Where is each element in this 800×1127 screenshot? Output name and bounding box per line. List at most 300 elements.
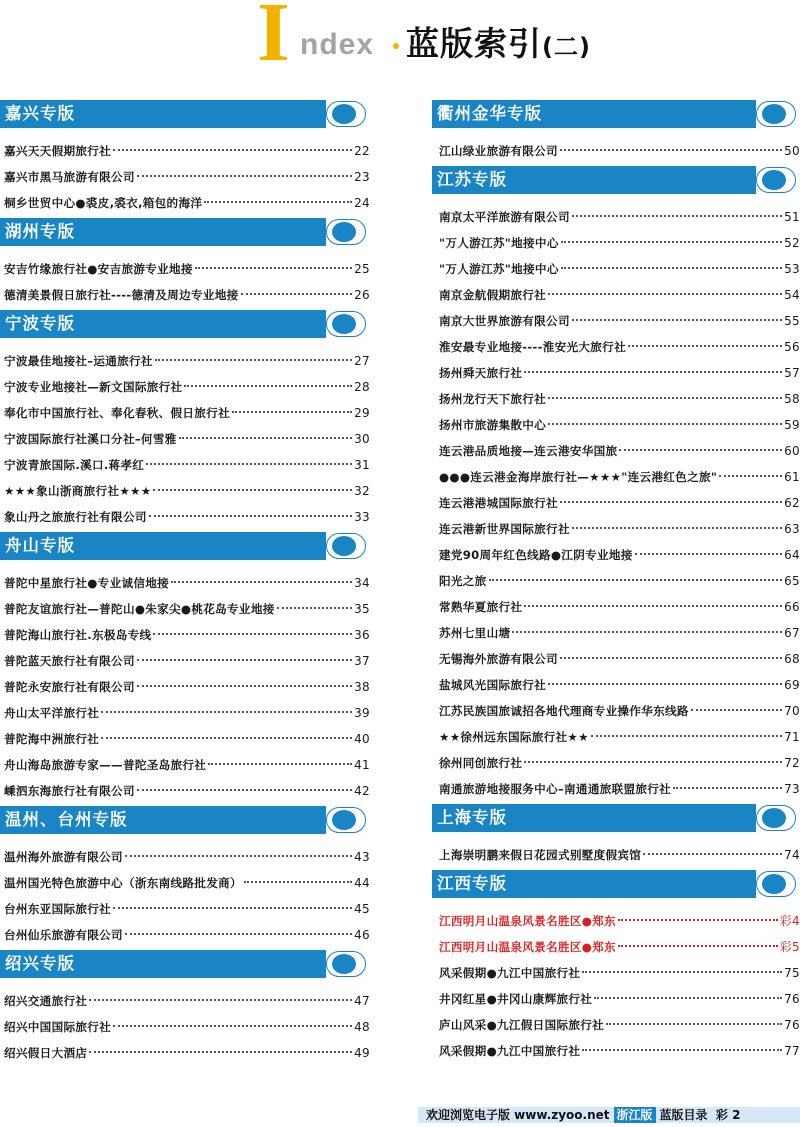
entry-name: 无锡海外旅游有限公司 [439,652,558,666]
dot-leader [719,473,782,477]
index-entry[interactable] [0,674,370,700]
index-entry[interactable] [0,426,370,452]
entry-page-number: 26 [354,288,370,302]
section-cap [326,806,370,834]
entry-name: ★★徐州远东国际旅行社★★ [439,730,589,744]
dot-leader [101,735,352,739]
footer-page-number: 彩 2 [715,1108,741,1122]
ring-icon [326,533,366,559]
entry-page-number: 67 [784,626,800,640]
entry-page-number: 74 [784,848,800,862]
entry-page-number: 46 [354,928,370,942]
index-entry[interactable] [432,360,800,386]
section-title: 湖州专版 [5,222,75,241]
index-entry[interactable] [432,646,800,672]
dot-leader [560,655,782,659]
entry-page-number: 44 [354,876,370,890]
entry-page-number: 38 [354,680,370,694]
index-entry[interactable] [432,542,800,568]
entry-page-number: 彩4 [779,914,800,928]
entry-name: 普陀永安旅行社有限公司 [4,680,135,694]
index-entry[interactable] [432,672,800,698]
section-cap [756,804,800,832]
index-entry[interactable] [0,778,370,804]
entry-name: 常熟华夏旅行社 [439,600,523,614]
section-cap [326,532,370,560]
entry-name: ★★★象山浙商旅行社★★★ [4,484,152,498]
footer-welcome-link[interactable]: 欢迎浏览电子版 www.zyoo.net [426,1108,610,1122]
entry-page-number: 75 [784,966,800,980]
section-title: 江苏专版 [437,170,507,189]
entry-name: 宁波青旅国际.溪口.蒋孝红 [4,458,145,472]
dot-leader [101,709,352,713]
dot-leader [591,733,782,737]
index-entry[interactable] [432,230,800,256]
entry-page-number: 62 [784,496,800,510]
blue-ball-icon [332,810,356,830]
dot-leader [618,943,778,947]
entry-page-number: 30 [354,432,370,446]
entry-name: 江苏民族国旅诚招各地代理商专业操作华东线路 [439,704,689,718]
dot-leader [560,147,782,151]
section-header [432,100,800,128]
section-title: 上海专版 [437,808,507,827]
dot-leader [195,265,352,269]
entry-name: 嘉兴天天假期旅行社 [4,144,112,158]
entry-page-number: 70 [784,704,800,718]
dot-leader [643,851,782,855]
ring-icon [756,871,796,897]
entry-name: 嘉兴市黑马旅游有限公司 [4,170,135,184]
index-entry[interactable] [432,908,800,934]
entry-page-number: 69 [784,678,800,692]
index-entry[interactable] [0,282,370,308]
entry-page-number: 63 [784,522,800,536]
dot-leader [512,629,782,633]
entry-page-number: 彩5 [779,940,800,954]
dot-leader [232,409,352,413]
entry-name: 南通旅游地接服务中心–南通通旅联盟旅行社 [439,782,672,796]
dot-leader [618,917,778,921]
entry-page-number: 53 [784,262,800,276]
right-column [432,100,800,1066]
entry-name: 德清美景假日旅行社----德清及周边专业地接 [4,288,239,302]
entry-name: 庐山风采●九江假日国际旅行社 [439,1018,605,1032]
entry-page-number: 29 [354,406,370,420]
entry-name: ●●●连云港金海岸旅行社—★★★"连云港红色之旅" [439,470,718,484]
ring-icon [326,219,366,245]
entry-page-number: 51 [784,210,800,224]
entry-page-number: 73 [784,782,800,796]
section-cap [756,100,800,128]
index-entry[interactable] [432,594,800,620]
entry-page-number: 49 [354,1046,370,1060]
section-header [0,100,370,128]
section-cap [326,100,370,128]
index-entry[interactable] [0,752,370,778]
section-header [432,804,800,832]
entry-name: 江西明月山温泉风景名胜区●郑东 [439,914,616,928]
dot-leader [184,383,352,387]
ring-icon [326,951,366,977]
blue-ball-icon [762,808,786,828]
entry-page-number: 52 [784,236,800,250]
blue-ball-icon [332,954,356,974]
entry-page-number: 33 [354,510,370,524]
dot-leader [244,879,352,883]
section-title: 温州、台州专版 [5,810,128,829]
entry-name: 苏州七里山塘 [439,626,511,640]
entry-name: 宁波最佳地接社–运通旅行社 [4,354,153,368]
entry-page-number: 58 [784,392,800,406]
entry-page-number: 57 [784,366,800,380]
index-entry[interactable] [432,138,800,164]
entry-page-number: 54 [784,288,800,302]
ring-icon [326,311,366,337]
page-header [0,0,800,86]
index-entry[interactable] [0,870,370,896]
section-title: 江西专版 [437,874,507,893]
entry-name: 风采假期●九江中国旅行社 [439,1044,581,1058]
entry-page-number: 37 [354,654,370,668]
section-header [0,950,370,978]
entry-page-number: 47 [354,994,370,1008]
blue-ball-icon [762,104,786,124]
entry-name: 南京太平洋旅游有限公司 [439,210,570,224]
entry-list [0,128,370,218]
entry-name: 绍兴中国国际旅行社 [4,1020,112,1034]
entry-page-number: 31 [354,458,370,472]
dot-leader [137,683,352,687]
entry-list [432,832,800,870]
dot-leader [125,853,352,857]
section-cap [326,218,370,246]
dot-leader [277,605,353,609]
entry-name: 徐州同创旅行社 [439,756,523,770]
dot-leader [582,1047,782,1051]
entry-list [432,898,800,1066]
entry-page-number: 76 [784,1018,800,1032]
ring-icon [326,807,366,833]
entry-list [432,128,800,166]
entry-name: 宁波国际旅行社溪口分社–何雪雅 [4,432,177,446]
page-title-main: 蓝版索引 [406,24,542,63]
index-entry[interactable] [0,452,370,478]
dot-leader [548,421,782,425]
section-cap [756,870,800,898]
index-entry[interactable] [0,374,370,400]
index-entry[interactable] [432,620,800,646]
dot-leader [171,579,352,583]
entry-name: 安吉竹缘旅行社●安吉旅游专业地接 [4,262,193,276]
entry-name: 舟山太平洋旅行社 [4,706,100,720]
dot-leader [113,905,352,909]
entry-page-number: 65 [784,574,800,588]
entry-page-number: 28 [354,380,370,394]
entry-page-number: 39 [354,706,370,720]
index-entry[interactable] [432,750,800,776]
section-header [0,310,370,338]
section-cap [326,310,370,338]
section-cap [326,950,370,978]
index-entry[interactable] [432,1038,800,1064]
entry-page-number: 41 [354,758,370,772]
entry-page-number: 76 [784,992,800,1006]
entry-page-number: 34 [354,576,370,590]
dot-leader [560,499,782,503]
dot-leader [594,995,782,999]
entry-name: "万人游江苏"地接中心 [439,262,559,276]
index-entry[interactable] [432,698,800,724]
index-entry[interactable] [0,348,370,374]
index-entry[interactable] [432,386,800,412]
ring-icon [756,805,796,831]
dot-leader [572,213,782,217]
entry-page-number: 71 [784,730,800,744]
section-title: 舟山专版 [5,536,75,555]
entry-name: "万人游江苏"地接中心 [439,236,559,250]
entry-name: 风采假期●九江中国旅行社 [439,966,581,980]
entry-list [0,338,370,532]
dot-leader [137,657,352,661]
index-entry[interactable] [432,256,800,282]
index-entry[interactable] [432,464,800,490]
index-entry[interactable] [0,700,370,726]
dot-leader [179,435,353,439]
index-entry[interactable] [0,596,370,622]
entry-name: 绍兴交通旅行社 [4,994,88,1008]
index-entry[interactable] [432,490,800,516]
section-header [432,870,800,898]
entry-name: 南京金航假期旅行社 [439,288,547,302]
entry-name: 建党90周年红色线路●江阴专业地接 [439,548,633,562]
entry-page-number: 77 [784,1044,800,1058]
index-entry[interactable] [432,204,800,230]
dot-leader [619,447,782,451]
entry-name: 淮安最专业地接----淮安光大旅行社 [439,340,626,354]
dot-leader [489,577,783,581]
entry-page-number: 68 [784,652,800,666]
entry-name: 绍兴假日大酒店 [4,1046,88,1060]
entry-name: 宁波专业地接社—新文国际旅行社 [4,380,183,394]
entry-name: 温州海外旅游有限公司 [4,850,123,864]
index-entry[interactable] [432,334,800,360]
dot-leader [208,761,352,765]
index-entry[interactable] [0,400,370,426]
index-entry[interactable] [432,568,800,594]
index-entry[interactable] [432,776,800,802]
blue-ball-icon [332,104,356,124]
dot-leader [89,1049,352,1053]
index-entry[interactable] [432,282,800,308]
index-entry[interactable] [0,648,370,674]
index-entry[interactable] [432,516,800,542]
index-entry[interactable] [0,570,370,596]
index-entry[interactable] [0,622,370,648]
entry-page-number: 61 [784,470,800,484]
dot-leader [691,707,782,711]
entry-name: 上海崇明鹏来假日花园式别墅度假宾馆 [439,848,642,862]
entry-name: 奉化市中国旅行社、奉化春秋、假日旅行社 [4,406,230,420]
entry-list [432,194,800,804]
entry-name: 桐乡世贸中心●裘皮,裘衣,箱包的海洋 [4,196,203,210]
entry-name: 江西明月山温泉风景名胜区●郑东 [439,940,616,954]
dot-leader [153,631,352,635]
entry-page-number: 32 [354,484,370,498]
entry-page-number: 45 [354,902,370,916]
index-entry[interactable] [0,256,370,282]
entry-name: 台州仙乐旅游有限公司 [4,928,123,942]
index-entry[interactable] [432,438,800,464]
index-entry[interactable] [0,164,370,190]
index-entry[interactable] [0,138,370,164]
entry-page-number: 48 [354,1020,370,1034]
index-entry[interactable] [432,1012,800,1038]
section-cap [756,166,800,194]
entry-name: 普陀海山旅行社.东极岛专线 [4,628,152,642]
entry-page-number: 25 [354,262,370,276]
footer-section-label: 蓝版目录 [659,1108,708,1122]
index-entry[interactable] [0,1040,370,1066]
blue-ball-icon [762,874,786,894]
entry-name: 普陀海中洲旅行社 [4,732,100,746]
entry-name: 象山丹之旅旅行社有限公司 [4,510,147,524]
index-entry[interactable] [0,504,370,530]
dot-leader [548,291,782,295]
section-title: 宁波专版 [5,314,75,333]
entry-name: 普陀中星旅行社●专业诚信地接 [4,576,170,590]
entry-list [0,834,370,950]
dot-leader [146,461,352,465]
entry-page-number: 55 [784,314,800,328]
dot-leader [628,343,782,347]
index-entry[interactable] [432,308,800,334]
blue-ball-icon [332,314,356,334]
dot-leader [582,969,782,973]
entry-page-number: 64 [784,548,800,562]
index-entry[interactable] [0,896,370,922]
entry-name: 江山绿业旅游有限公司 [439,144,558,158]
section-header [0,806,370,834]
entry-name: 阳光之旅 [439,574,487,588]
entry-list [0,560,370,806]
entry-name: 扬州龙行天下旅行社 [439,392,547,406]
entry-page-number: 43 [354,850,370,864]
dot-leader [548,681,782,685]
entry-page-number: 22 [354,144,370,158]
entry-list [0,978,370,1068]
section-title: 绍兴专版 [5,954,75,973]
dot-leader [635,551,782,555]
entry-name: 连云港品质地接—连云港安华国旅 [439,444,618,458]
entry-page-number: 40 [354,732,370,746]
entry-list [0,246,370,310]
entry-name: 台州东亚国际旅行社 [4,902,112,916]
entry-page-number: 24 [354,196,370,210]
entry-name: 扬州舜天旅行社 [439,366,523,380]
entry-page-number: 66 [784,600,800,614]
dot-leader [606,1021,782,1025]
dot-leader [561,265,782,269]
index-entry[interactable] [432,724,800,750]
ring-icon [326,101,366,127]
entry-page-number: 59 [784,418,800,432]
index-entry[interactable] [0,844,370,870]
section-header [0,532,370,560]
dot-leader [89,997,352,1001]
index-word: ndex [300,28,375,61]
index-entry[interactable] [432,934,800,960]
dot-leader [125,931,352,935]
index-entry[interactable] [432,412,800,438]
dot-leader [572,317,782,321]
dot-leader [137,173,352,177]
dot-leader [149,513,352,517]
dot-leader [113,147,352,151]
entry-page-number: 56 [784,340,800,354]
page-title-suffix: (二) [542,33,591,61]
dot-leader [155,357,352,361]
dot-leader [548,395,782,399]
footer-text [426,1107,740,1123]
entry-page-number: 42 [354,784,370,798]
dot-leader [241,291,353,295]
left-column [0,100,370,1068]
entry-name: 温州国光特色旅游中心（浙东南线路批发商） [4,876,242,890]
page-footer [418,1107,800,1127]
index-entry[interactable] [0,190,370,216]
section-header [0,218,370,246]
index-entry[interactable] [432,960,800,986]
dot-leader [561,239,782,243]
yellow-dot-icon [393,43,399,49]
entry-name: 井冈红星●井冈山康辉旅行社 [439,992,593,1006]
entry-name: 普陀友谊旅行社—普陀山●朱家尖●桃花岛专业地接 [4,602,275,616]
blue-ball-icon [332,222,356,242]
index-entry[interactable] [432,986,800,1012]
entry-page-number: 60 [784,444,800,458]
blue-ball-icon [762,170,786,190]
section-title: 嘉兴专版 [5,104,75,123]
entry-name: 舟山海岛旅游专家——普陀圣岛旅行社 [4,758,207,772]
index-entry[interactable] [0,1014,370,1040]
entry-page-number: 23 [354,170,370,184]
entry-page-number: 50 [784,144,800,158]
index-entry[interactable] [0,988,370,1014]
index-entry[interactable] [0,922,370,948]
entry-page-number: 35 [354,602,370,616]
entry-name: 连云港港城国际旅行社 [439,496,558,510]
entry-name: 嵊泗东海旅行社有限公司 [4,784,135,798]
blue-ball-icon [332,536,356,556]
index-entry[interactable] [0,726,370,752]
entry-page-number: 36 [354,628,370,642]
dot-leader [113,1023,352,1027]
dot-leader [673,785,782,789]
ring-icon [756,167,796,193]
page-title [406,22,591,69]
entry-name: 盐城风光国际旅行社 [439,678,547,692]
dot-leader [204,199,352,203]
edition-badge: 浙江版 [614,1107,656,1123]
dot-leader [572,525,782,529]
index-entry[interactable] [432,842,800,868]
ring-icon [756,101,796,127]
entry-name: 南京大世界旅游有限公司 [439,314,570,328]
entry-name: 普陀蓝天旅行社有限公司 [4,654,135,668]
index-entry[interactable] [0,478,370,504]
dot-leader [524,369,782,373]
